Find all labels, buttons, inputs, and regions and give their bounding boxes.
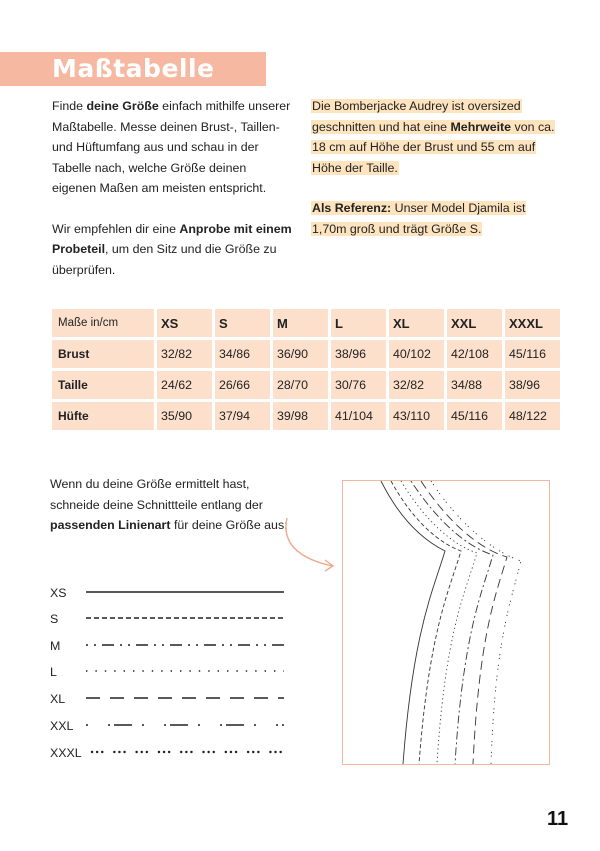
- legend-size-label: M: [50, 639, 61, 653]
- table-cell: 30/76: [331, 371, 386, 399]
- reference-note: Als Referenz: Unser Model Djamila ist 1,70m groß und trägt Größe S.: [312, 201, 526, 236]
- legend-item-xs: [50, 582, 290, 602]
- table-cell: 41/104: [331, 402, 386, 430]
- row-label: Taille: [52, 371, 154, 399]
- table-cell: 34/86: [215, 340, 270, 368]
- legend-item-m: [50, 635, 290, 655]
- table-cell: 35/90: [157, 402, 212, 430]
- table-cell: 38/96: [505, 371, 560, 399]
- table-cell: 32/82: [389, 371, 444, 399]
- size-table: [49, 306, 563, 433]
- table-cell: 45/116: [505, 340, 560, 368]
- table-row-taille: [52, 371, 560, 399]
- legend-item-l: [50, 661, 290, 681]
- table-cell: 26/66: [215, 371, 270, 399]
- arrow-icon: [277, 514, 343, 574]
- size-header-xs: XS: [157, 309, 212, 337]
- table-cell: 43/110: [389, 402, 444, 430]
- size-header-l: L: [331, 309, 386, 337]
- size-header-xxxl: XXXL: [505, 309, 560, 337]
- table-cell: 42/108: [447, 340, 502, 368]
- pattern-lines-icon: [343, 481, 549, 764]
- size-header-m: M: [273, 309, 328, 337]
- dash-dot-dot-line-sample: [86, 717, 286, 733]
- table-cell: 36/90: [273, 340, 328, 368]
- fit-note: [311, 96, 561, 239]
- legend-size-label: L: [50, 665, 57, 679]
- table-cell: 24/62: [157, 371, 212, 399]
- table-cell: 40/102: [389, 340, 444, 368]
- row-label: Hüfte: [52, 402, 154, 430]
- table-cell: 48/122: [505, 402, 560, 430]
- dotted-line-sample: [86, 663, 286, 679]
- legend-size-label: S: [50, 612, 59, 626]
- page-title: Maßtabelle: [52, 54, 215, 83]
- table-cell: 34/88: [447, 371, 502, 399]
- legend-item-xxxl: [50, 742, 290, 762]
- table-header-row: [52, 309, 560, 337]
- legend-item-xl: [50, 688, 290, 708]
- cutting-instructions: Wenn du deine Größe ermittelt hast, schneide deine Schnittteile entlang der passenden Linienart für deine Größe aus:: [50, 477, 288, 532]
- legend-size-label: XS: [50, 586, 67, 600]
- row-label: Brust: [52, 340, 154, 368]
- size-header-s: S: [215, 309, 270, 337]
- solid-line-sample: [86, 584, 286, 600]
- table-row-brust: [52, 340, 560, 368]
- size-header-xl: XL: [389, 309, 444, 337]
- triple-dot-line-sample: [86, 744, 286, 760]
- dash-dot-line-sample: [86, 637, 286, 653]
- table-row-huefte: [52, 402, 560, 430]
- intro-paragraph-1: Finde deine Größe einfach mithilfe unserer Maßtabelle. Messe deinen Brust-, Taillen- und Hüftumfang aus und schau in der Tabelle nach, welche Größe deinen eigenen Maßen am meisten entspricht.: [52, 99, 291, 195]
- table-header-label: Maße in/cm: [52, 309, 154, 337]
- fit-note-paragraph: Die Bomberjacke Audrey ist oversized geschnitten und hat eine Mehrweite von ca. 18 cm auf Höhe der Brust und 55 cm auf Höhe der Taille.: [312, 99, 555, 175]
- page-number: 11: [547, 808, 569, 830]
- table-cell: 45/116: [447, 402, 502, 430]
- table-cell: 39/98: [273, 402, 328, 430]
- legend-item-xxl: [50, 715, 290, 735]
- dashed-line-sample: [86, 610, 286, 626]
- size-header-xxl: XXL: [447, 309, 502, 337]
- legend-item-s: [50, 608, 290, 628]
- table-cell: 32/82: [157, 340, 212, 368]
- long-dash-line-sample: [86, 690, 286, 706]
- intro-paragraph-2: Wir empfehlen dir eine Anprobe mit einem Probeteil, um den Sitz und die Größe zu überprüfen.: [52, 221, 292, 277]
- intro-text: [52, 96, 292, 280]
- pattern-illustration: [342, 480, 550, 765]
- table-cell: 38/96: [331, 340, 386, 368]
- legend-size-label: XXXL: [50, 746, 82, 760]
- table-cell: 28/70: [273, 371, 328, 399]
- legend-size-label: XXL: [50, 719, 74, 733]
- legend-size-label: XL: [50, 692, 66, 706]
- table-cell: 37/94: [215, 402, 270, 430]
